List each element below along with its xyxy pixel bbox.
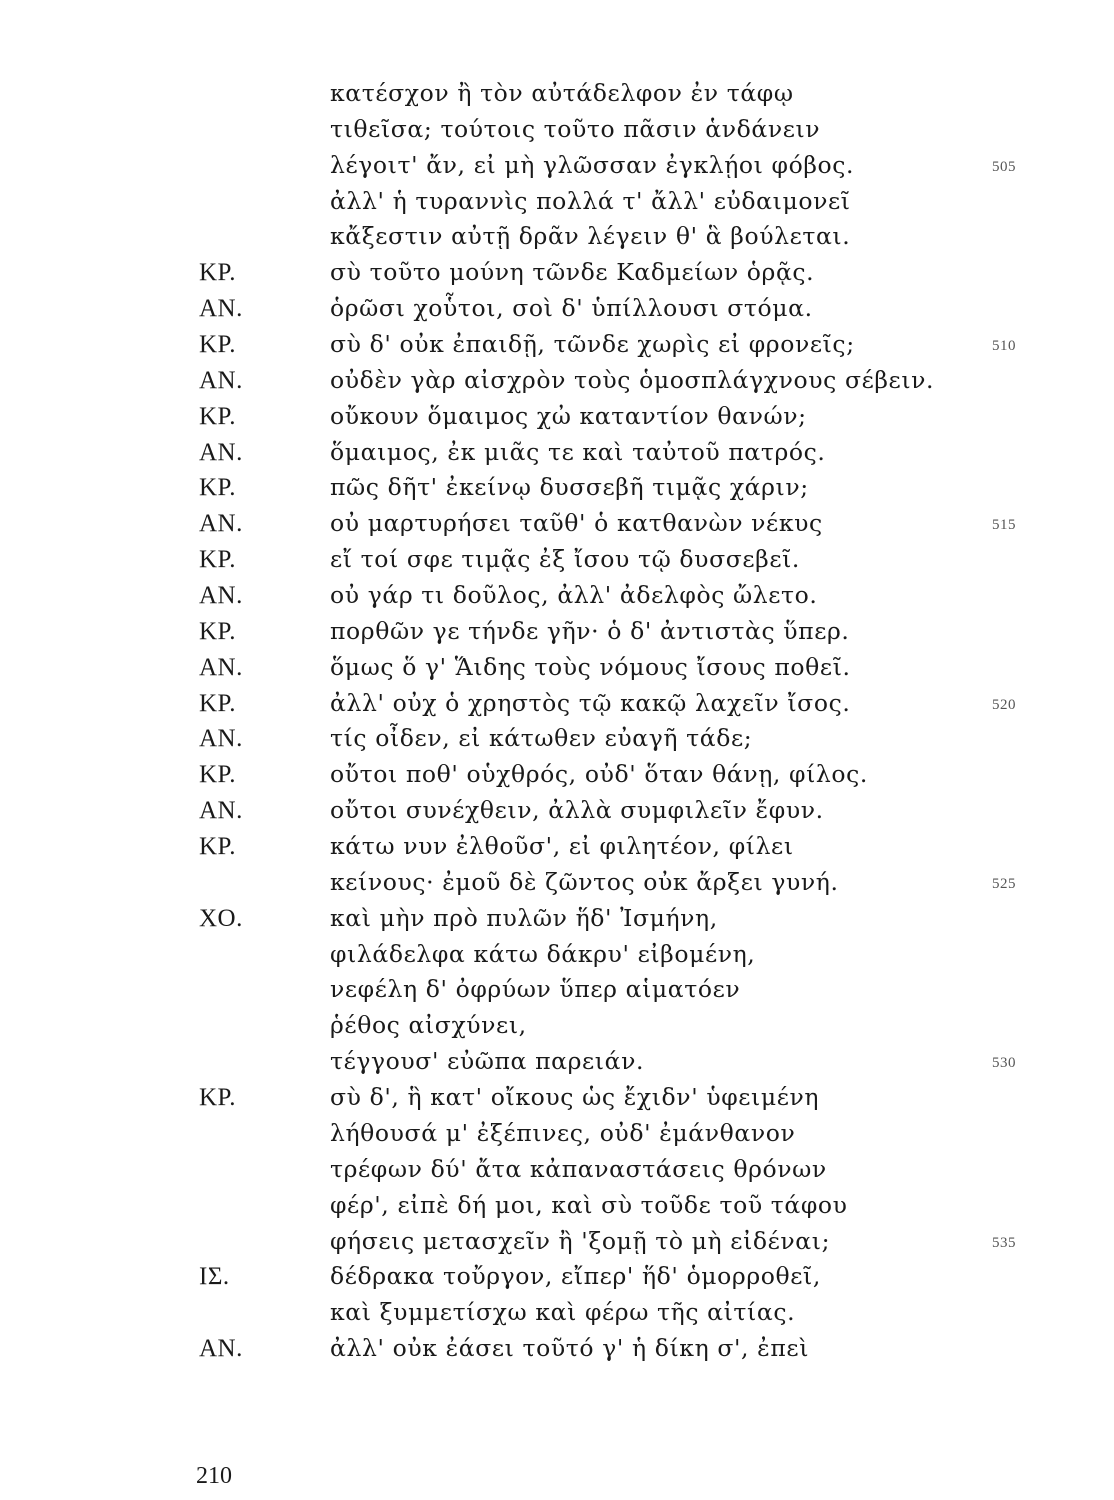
speaker-label: ΚΡ. [199, 331, 236, 359]
verse-text-line: ὅμαιμος, ἐκ μιᾶς τε καὶ ταὐτοῦ πατρός. [330, 437, 826, 466]
verse-line [0, 972, 1114, 1008]
verse-text-line: ἀλλ' ἡ τυραννὶς πολλά τ' ἄλλ' εὐδαιμονεῖ [330, 186, 851, 215]
page-number: 210 [196, 1463, 232, 1489]
speaker-label: ΑΝ. [199, 295, 243, 323]
speaker-label: ΙΣ. [199, 1263, 230, 1291]
speaker-label: ΚΡ. [199, 546, 236, 574]
verse-line [0, 1080, 1114, 1116]
verse-text-line: τρέφων δύ' ἄτα κἀπαναστάσεις θρόνων [330, 1154, 827, 1183]
verse-text-line: οὐ γάρ τι δοῦλος, ἀλλ' ἀδελφὸς ὤλετο. [330, 581, 818, 610]
verse-line [0, 363, 1114, 399]
verse-line [0, 757, 1114, 793]
verse-text-line: οὔτοι συνέχθειν, ἀλλὰ συμφιλεῖν ἔφυν. [330, 796, 824, 825]
speaker-label: ΚΡ. [199, 833, 236, 861]
verse-line [0, 686, 1114, 722]
line-number: 530 [992, 1055, 1016, 1072]
verse-line [0, 578, 1114, 614]
verse-line [0, 399, 1114, 435]
verse-line [0, 148, 1114, 184]
verse-line [0, 614, 1114, 650]
verse-text-line: φέρ', εἰπὲ δή μοι, καὶ σὺ τοῦδε τοῦ τάφου [330, 1190, 848, 1219]
speaker-label: ΑΝ. [199, 1335, 243, 1363]
verse-text-line: οὐδὲν γὰρ αἰσχρὸν τοὺς ὁμοσπλάγχνους σέβειν. [330, 365, 935, 394]
verse-line [0, 1331, 1114, 1367]
verse-text-line: καὶ ξυμμετίσχω καὶ φέρω τῆς αἰτίας. [330, 1298, 796, 1327]
verse-text-line: ὁρῶσι χοὗτοι, σοὶ δ' ὑπίλλουσι στόμα. [330, 294, 813, 323]
verse-line [0, 112, 1114, 148]
speaker-label: ΑΝ. [199, 366, 243, 394]
verse-text-line: κἄξεστιν αὐτῇ δρᾶν λέγειν θ' ἃ βούλεται. [330, 222, 851, 251]
verse-line [0, 506, 1114, 542]
speaker-label: ΧΟ. [199, 904, 243, 932]
speaker-label: ΑΝ. [199, 582, 243, 610]
speaker-label: ΑΝ. [199, 438, 243, 466]
verse-line [0, 829, 1114, 865]
verse-text-line: τίς οἶδεν, εἰ κάτωθεν εὐαγῆ τάδε; [330, 724, 753, 753]
line-number: 510 [992, 338, 1016, 355]
verse-line [0, 1152, 1114, 1188]
speaker-label: ΚΡ. [199, 689, 236, 717]
verse-text-line: κατέσχον ἢ τὸν αὐτάδελφον ἐν τάφῳ [330, 79, 794, 107]
verse-line [0, 76, 1114, 112]
verse-text-line: φιλάδελφα κάτω δάκρυ' εἰβομένη, [330, 939, 756, 968]
verse-line [0, 255, 1114, 291]
speaker-label: ΚΡ. [199, 259, 236, 287]
verse-line [0, 937, 1114, 973]
verse-text-line: ἀλλ' οὐχ ὁ χρηστὸς τῷ κακῷ λαχεῖν ἴσος. [330, 688, 851, 717]
verse-text-line: τέγγουσ' εὐῶπα παρειάν. [330, 1047, 645, 1076]
verse-line [0, 1008, 1114, 1044]
verse-text-line: σὺ τοῦτο μούνη τῶνδε Καδμείων ὁρᾷς. [330, 258, 815, 287]
verse-text-line: νεφέλη δ' ὀφρύων ὕπερ αἱματόεν [330, 975, 741, 1004]
verse-text-line: πῶς δῆτ' ἐκείνῳ δυσσεβῆ τιμᾷς χάριν; [330, 473, 809, 502]
line-number: 535 [992, 1234, 1016, 1251]
speaker-label: ΚΡ. [199, 474, 236, 502]
verse-line [0, 1116, 1114, 1152]
verse-text-line: λέγοιτ' ἄν, εἰ μὴ γλῶσσαν ἐγκλῄοι φόβος. [330, 150, 855, 179]
verse-text-line: πορθῶν γε τήνδε γῆν· ὁ δ' ἀντιστὰς ὕπερ. [330, 616, 850, 645]
verse-line [0, 1044, 1114, 1080]
verse-text-line: κείνους· ἐμοῦ δὲ ζῶντος οὐκ ἄρξει γυνή. [330, 867, 839, 896]
verse-line [0, 184, 1114, 220]
speaker-label: ΑΝ. [199, 510, 243, 538]
verse-text-line: ὅμως ὅ γ' Ἅιδης τοὺς νόμους ἴσους ποθεῖ. [330, 652, 851, 681]
verse-text-line: δέδρακα τοὔργον, εἴπερ' ἥδ' ὁμορροθεῖ, [330, 1262, 821, 1291]
verse-line [0, 219, 1114, 255]
verse-text-line: οὔτοι ποθ' οὑχθρός, οὐδ' ὅταν θάνῃ, φίλος. [330, 760, 868, 789]
verse-line [0, 1259, 1114, 1295]
verse-line [0, 470, 1114, 506]
verse-text-line: λήθουσά μ' ἐξέπινες, οὐδ' ἐμάνθανον [330, 1118, 796, 1147]
verse-text-line: ἀλλ' οὐκ ἐάσει τοῦτό γ' ἡ δίκη σ', ἐπεὶ [330, 1334, 810, 1363]
line-number: 515 [992, 517, 1016, 534]
verse-text [0, 76, 1114, 1367]
line-number: 505 [992, 158, 1016, 175]
verse-text-line: σὺ δ' οὐκ ἐπαιδῇ, τῶνδε χωρὶς εἰ φρονεῖς; [330, 330, 855, 359]
verse-line [0, 1188, 1114, 1224]
line-number: 520 [992, 696, 1016, 713]
speaker-label: ΚΡ. [199, 402, 236, 430]
speaker-label: ΚΡ. [199, 761, 236, 789]
verse-text-line: οὔκουν ὅμαιμος χὠ καταντίον θανών; [330, 401, 807, 430]
speaker-label: ΚΡ. [199, 1084, 236, 1112]
verse-text-line: καὶ μὴν πρὸ πυλῶν ἥδ' Ἰσμήνη, [330, 903, 718, 932]
verse-text-line: φήσεις μετασχεῖν ἢ 'ξομῇ τὸ μὴ εἰδέναι; [330, 1226, 831, 1255]
verse-text-line: σὺ δ', ἣ κατ' οἴκους ὡς ἔχιδν' ὑφειμένη [330, 1083, 820, 1112]
verse-text-line: ῥέθος αἰσχύνει, [330, 1011, 527, 1040]
verse-line [0, 901, 1114, 937]
verse-text-line: τιθεῖσα; τούτοις τοῦτο πᾶσιν ἁνδάνειν [330, 114, 821, 143]
verse-line [0, 721, 1114, 757]
line-number: 525 [992, 875, 1016, 892]
verse-line [0, 1224, 1114, 1260]
verse-line [0, 542, 1114, 578]
verse-line [0, 1295, 1114, 1331]
speaker-label: ΑΝ. [199, 725, 243, 753]
speaker-label: ΑΝ. [199, 797, 243, 825]
verse-line [0, 650, 1114, 686]
verse-text-line: οὐ μαρτυρήσει ταῦθ' ὁ κατθανὼν νέκυς [330, 509, 823, 538]
verse-text-line: εἴ τοί σφε τιμᾷς ἐξ ἴσου τῷ δυσσεβεῖ. [330, 545, 800, 574]
speaker-label: ΑΝ. [199, 653, 243, 681]
verse-line [0, 793, 1114, 829]
verse-line [0, 291, 1114, 327]
verse-line [0, 865, 1114, 901]
verse-text-line: κάτω νυν ἐλθοῦσ', εἰ φιλητέον, φίλει [330, 832, 794, 861]
verse-line [0, 327, 1114, 363]
speaker-label: ΚΡ. [199, 617, 236, 645]
verse-line [0, 435, 1114, 471]
